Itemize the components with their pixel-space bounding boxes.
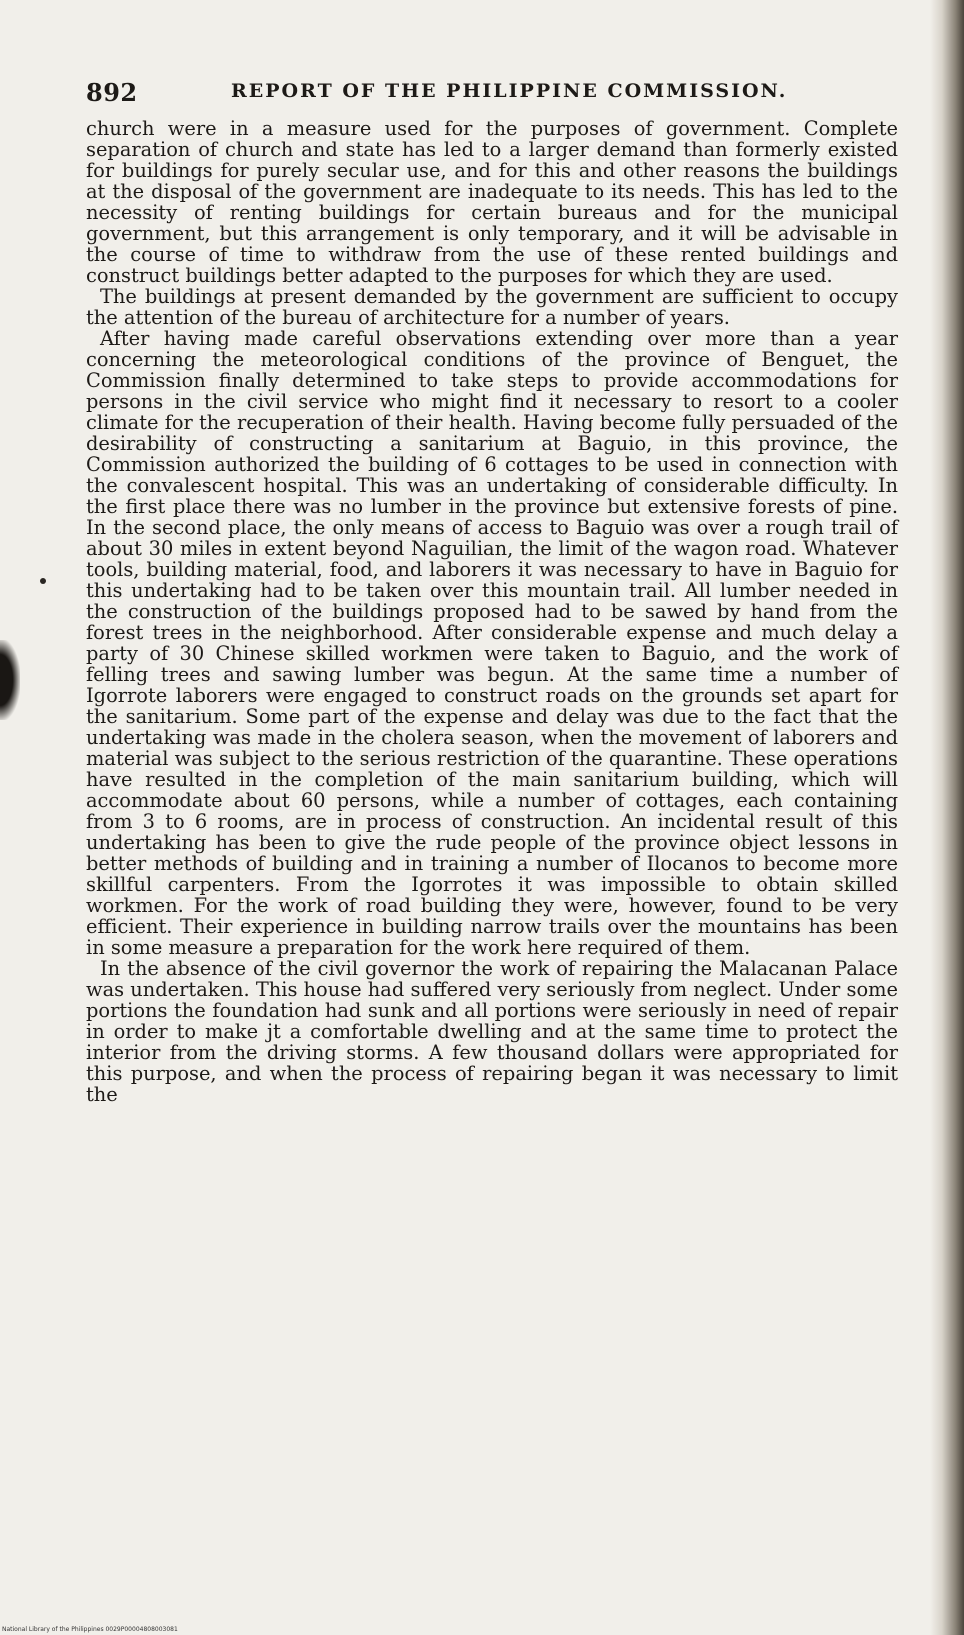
- running-head: REPORT OF THE PHILIPPINE COMMISSION.: [231, 80, 788, 102]
- paragraph-4: In the absence of the civil governor the work of repairing the Malacanan Palace was undertaken. This house had suffered very seriously from neglect. Under some portions the foundation had sunk and all portions were seriously in need of repair in order to make jt a comfortable dwelling and at the same time to protect the interior from the driving storms. A few thousand dollars were appropriated for this purpose, and when the process of repairing began it was necessary to limit the: [86, 957, 898, 1106]
- scan-speck: [40, 578, 46, 584]
- paragraph-1: church were in a measure used for the purposes of government. Complete separation of church and state has led to a larger demand than formerly existed for buildings for purely secular use, and for this and other reasons the buildings at the disposal of the government are inadequate to its needs. This has led to the necessity of renting buildings for certain bureaus and for the municipal government, but this arrangement is only temporary, and it will be advisable in the course of time to withdraw from the use of these rented buildings and construct buildings better adapted to the purposes for which they are used.: [86, 117, 898, 287]
- paragraph-3: After having made careful observations extending over more than a year concerning the meteorological conditions of the province of Benguet, the Commission finally determined to take steps to provide accommodations for persons in the civil service who might find it necessary to resort to a cooler climate for the recuperation of their health. Having become fully persuaded of the desirability of constructing a sanitarium at Baguio, in this province, the Commission authorized the building of 6 cottages to be used in connection with the convalescent hospital. This was an undertaking of considerable difficulty. In the first place there was no lumber in the province but extensive forests of pine. In the second place, the only means of access to Baguio was over a rough trail of about 30 miles in extent beyond Naguilian, the limit of the wagon road. Whatever tools, building material, food, and laborers it was necessary to have in Baguio for this undertaking had to be taken over this mountain trail. All lumber needed in the construction of the buildings proposed had to be sawed by hand from the forest trees in the neighborhood. After considerable expense and much delay a party of 30 Chinese skilled workmen were taken to Baguio, and the work of felling trees and sawing lumber was begun. At the same time a number of Igorrote laborers were engaged to construct roads on the grounds set apart for the sanitarium. Some part of the expense and delay was due to the fact that the undertaking was made in the cholera season, when the movement of laborers and material was subject to the serious restriction of the quarantine. These operations have resulted in the completion of the main sanitarium building, which will accommodate about 60 persons, while a number of cottages, each containing from 3 to 6 rooms, are in process of construction. An incidental result of this undertaking has been to give the rude people of the province object lessons in better methods of building and in training a number of Ilocanos to become more skillful carpenters. From the Igorrotes it was impossible to obtain skilled workmen. For the work of road building they were, however, found to be very efficient. Their experience in building narrow trails over the mountains has been in some measure a preparation for the work here required of them.: [86, 327, 898, 959]
- page-edge-shadow: [930, 0, 964, 1635]
- scan-credit: National Library of the Philippines 0029P00004808003081: [2, 1626, 178, 1633]
- page-header: [86, 78, 906, 112]
- body-text: [86, 118, 898, 1588]
- page-number: 892: [86, 78, 138, 107]
- paragraph-2: The buildings at present demanded by the government are sufficient to occupy the attention of the bureau of architecture for a number of years.: [86, 285, 898, 329]
- binding-mark: [0, 640, 20, 720]
